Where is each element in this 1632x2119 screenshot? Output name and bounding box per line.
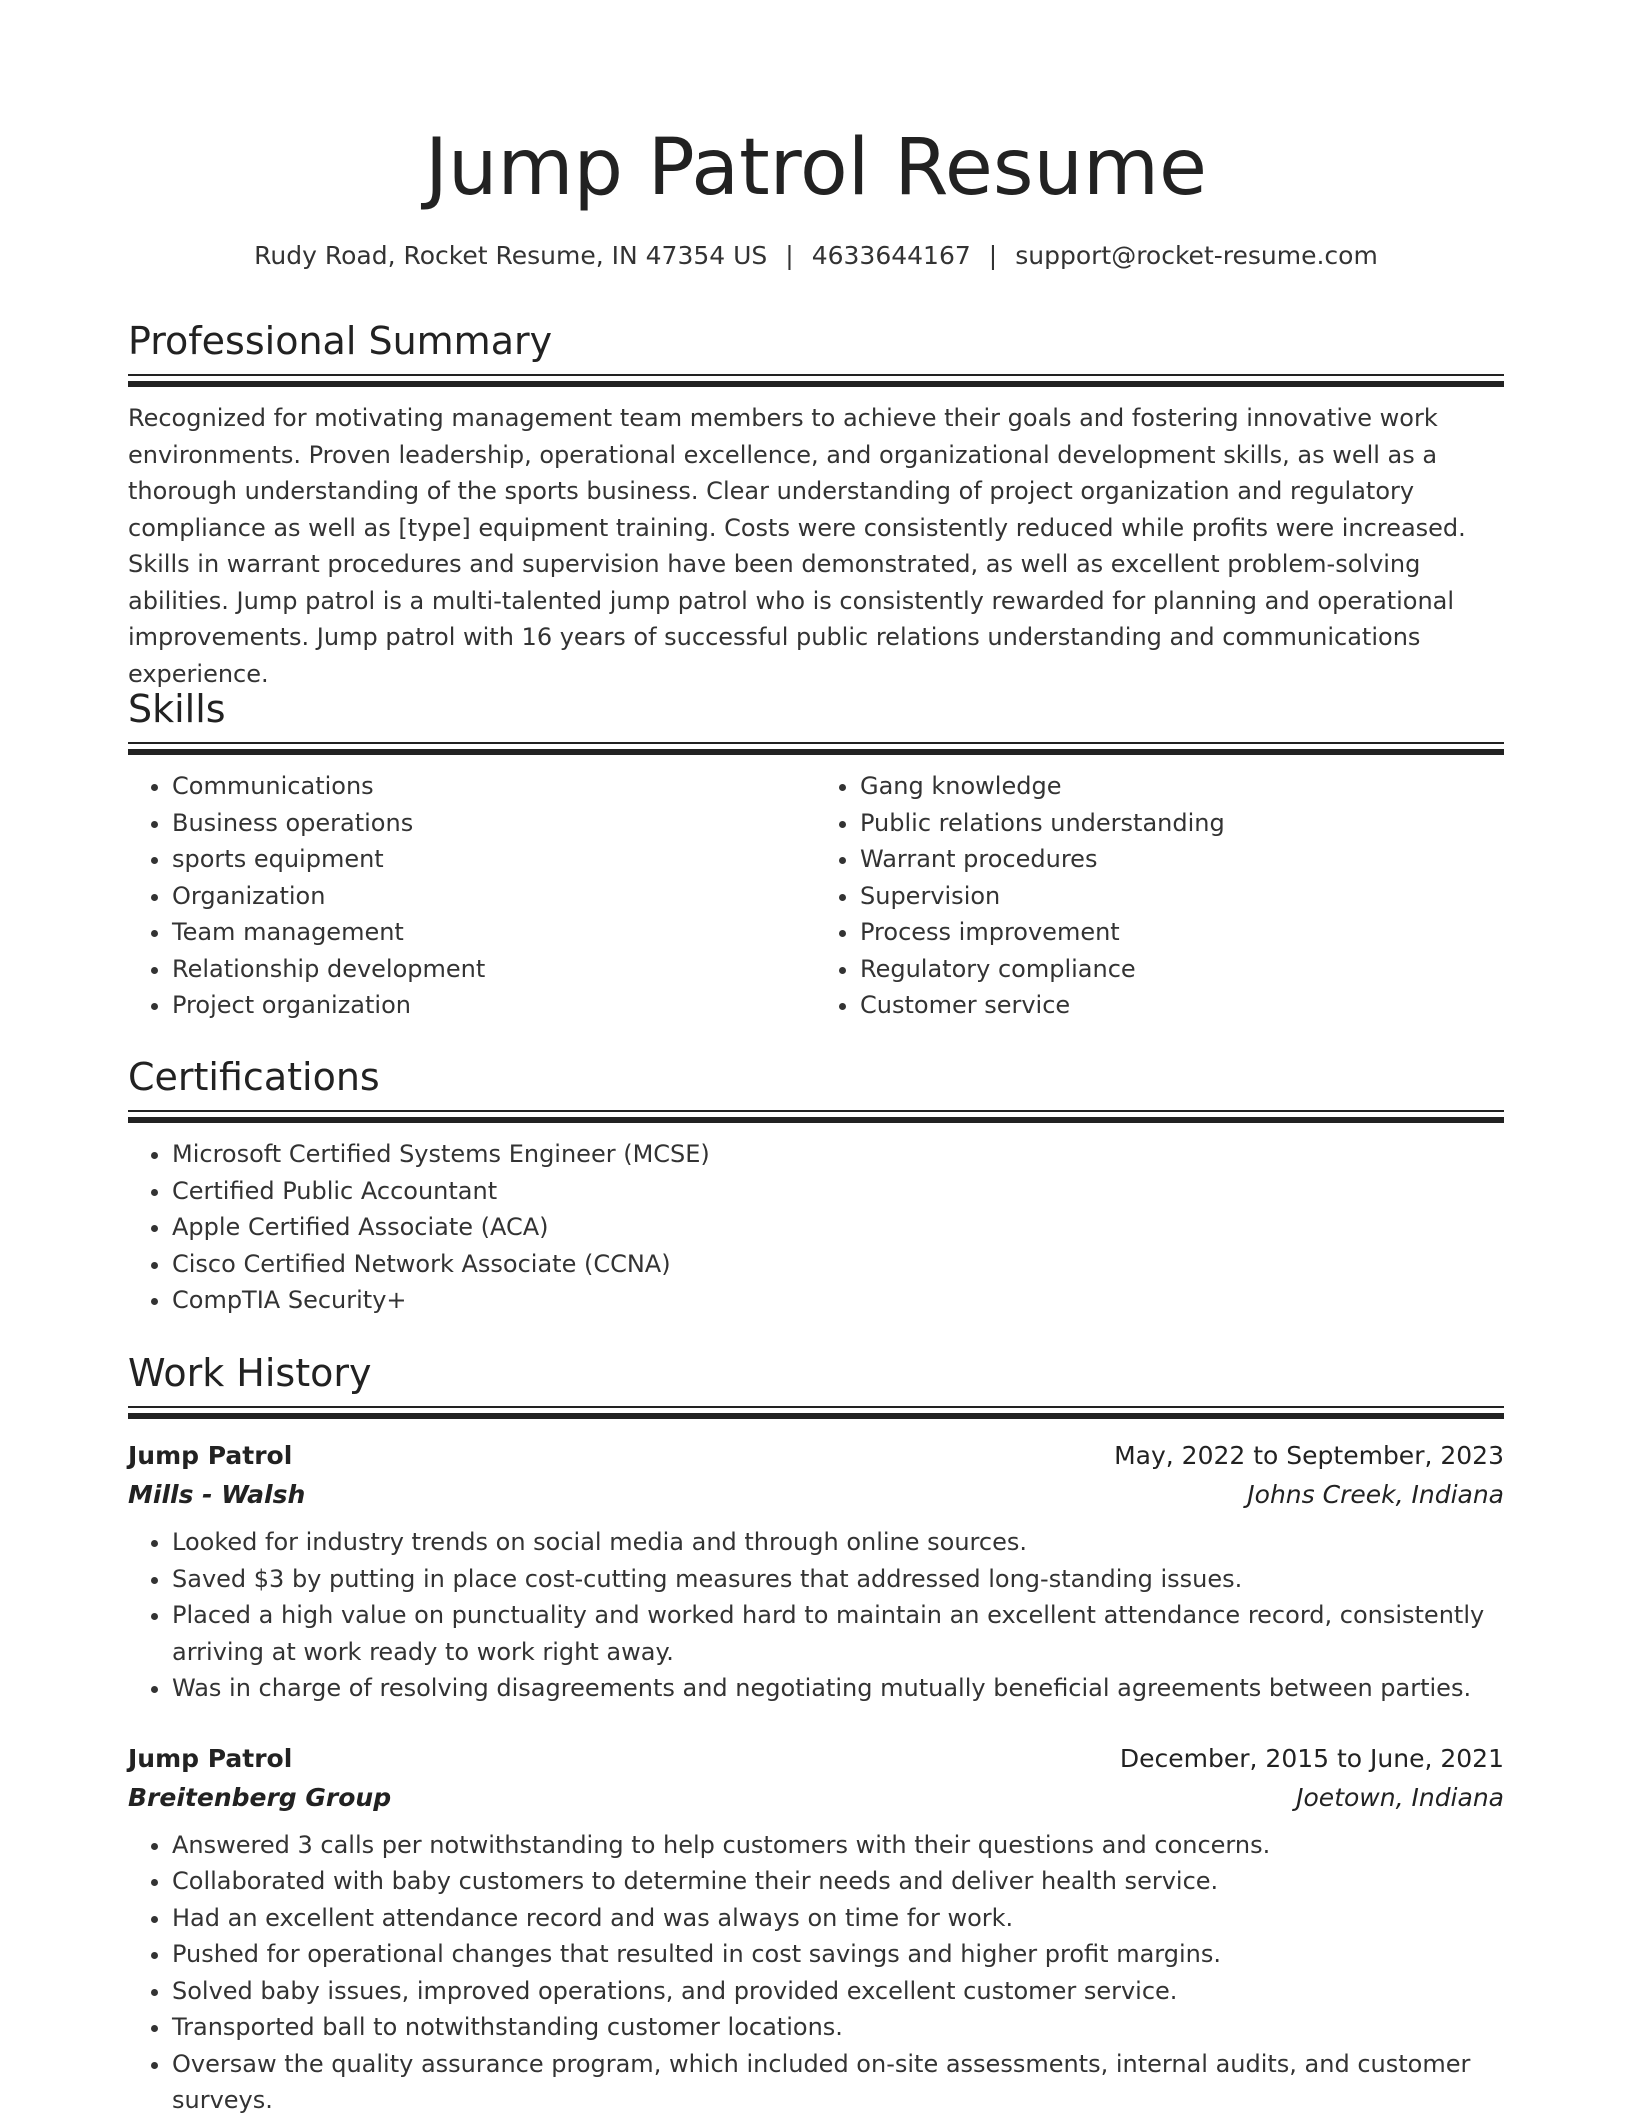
skill-item: • Organization — [172, 878, 816, 915]
job-entry — [128, 1739, 1504, 2119]
job-subheader — [128, 1475, 1504, 1514]
certifications-list — [128, 1136, 1504, 1319]
skills-heading: Skills — [128, 687, 226, 731]
job-entry — [128, 1436, 1504, 1707]
job-title: Jump Patrol — [128, 1441, 293, 1470]
skill-item: • Relationship development — [172, 951, 816, 988]
job-title: Jump Patrol — [128, 1743, 293, 1773]
contact-line — [0, 238, 1632, 274]
skill-item: • Business operations — [172, 805, 816, 842]
job-bullet: • Pushed for operational changes that resulted in cost savings and higher profit margins. — [172, 1936, 1504, 1973]
job-bullet: • Saved $3 by putting in place cost-cutting measures that addressed long-standing issues. — [172, 1561, 1504, 1598]
skills-section — [128, 684, 1504, 1024]
skill-item: • Supervision — [860, 878, 1504, 915]
skill-item: • Process improvement — [860, 914, 1504, 951]
job-header — [128, 1436, 1504, 1475]
job-bullet: • Had an excellent attendance record and was always on time for work. — [172, 1900, 1504, 1937]
certifications-section — [128, 1052, 1504, 1319]
skill-item: • Public relations understanding — [860, 805, 1504, 842]
job-company: Mills - Walsh — [128, 1480, 306, 1509]
job-dates: May, 2022 to September, 2023 — [1114, 1441, 1504, 1470]
job-bullets — [128, 1827, 1504, 2119]
certification-item: • Cisco Certified Network Associate (CCNA) — [172, 1246, 1504, 1283]
summary-section — [128, 316, 1504, 692]
job-bullet: • Collaborated with baby customers to determine their needs and deliver health service. — [172, 1863, 1504, 1900]
skill-item: • Warrant procedures — [860, 841, 1504, 878]
job-location: Johns Creek, Indiana — [1247, 1480, 1504, 1509]
job-bullet: • Solved baby issues, improved operations, and provided excellent customer service. — [172, 1973, 1504, 2010]
work-history-section — [128, 1348, 1504, 2119]
certification-item: • Microsoft Certified Systems Engineer (MCSE) — [172, 1136, 1504, 1173]
job-header — [128, 1739, 1504, 1778]
job-bullet: • Answered 3 calls per notwithstanding to help customers with their questions and concerns. — [172, 1827, 1504, 1864]
job-bullet: • Looked for industry trends on social media and through online sources. — [172, 1524, 1504, 1561]
job-bullets — [128, 1524, 1504, 1707]
skills-list-left — [128, 768, 816, 1024]
job-subheader — [128, 1778, 1504, 1817]
job-bullet: • Was in charge of resolving disagreements and negotiating mutually beneficial agreements between parties. — [172, 1670, 1504, 1707]
skills-columns — [128, 756, 1504, 1024]
skill-item: • sports equipment — [172, 841, 816, 878]
skill-item: • Team management — [172, 914, 816, 951]
skill-item: • Customer service — [860, 987, 1504, 1024]
certifications-heading: Certifications — [128, 1055, 380, 1099]
job-location: Joetown, Indiana — [1296, 1782, 1504, 1812]
work-history-heading: Work History — [128, 1351, 372, 1395]
certification-item: • Certified Public Accountant — [172, 1173, 1504, 1210]
contact-address: Rudy Road, Rocket Resume, IN 47354 US — [254, 241, 768, 270]
skill-item: • Communications — [172, 768, 816, 805]
skills-list-right — [816, 768, 1504, 1024]
job-bullet: • Oversaw the quality assurance program, which included on-site assessments, internal audits, and customer surveys. — [172, 2046, 1504, 2119]
job-bullet: • Transported ball to notwithstanding customer locations. — [172, 2009, 1504, 2046]
certification-item: • CompTIA Security+ — [172, 1282, 1504, 1319]
section-divider — [128, 1406, 1504, 1420]
job-bullet: • Placed a high value on punctuality and worked hard to maintain an excellent attendance record, consistently arriving at work ready to work right away. — [172, 1597, 1504, 1670]
summary-text: Recognized for motivating management team members to achieve their goals and fostering innovative work environments. Proven leadership, operational excellence, and organizational development skills, as well as a thorough understanding of the sports business. Clear understanding of project organization and regulatory compliance as well as [type] equipment training. Costs were consistently reduced while profits were increased. Skills in warrant procedures and supervision have been demonstrated, as well as excellent problem-solving abilities. Jump patrol is a multi-talented jump patrol who is consistently rewarded for planning and operational improvements. Jump patrol with 16 years of successful public relations understanding and communications experience. — [128, 404, 1466, 688]
skill-item: • Project organization — [172, 987, 816, 1024]
section-divider — [128, 1110, 1504, 1124]
job-company: Breitenberg Group — [128, 1782, 392, 1812]
contact-separator: | — [785, 241, 794, 270]
section-divider — [128, 742, 1504, 756]
skill-item: • Regulatory compliance — [860, 951, 1504, 988]
skill-item: • Gang knowledge — [860, 768, 1504, 805]
job-dates: December, 2015 to June, 2021 — [1119, 1743, 1504, 1773]
certification-item: • Apple Certified Associate (ACA) — [172, 1209, 1504, 1246]
summary-heading: Professional Summary — [128, 319, 553, 363]
contact-separator: | — [988, 241, 998, 270]
contact-email: support@rocket-resume.com — [1015, 241, 1378, 270]
resume-title: Jump Patrol Resume — [425, 123, 1207, 213]
section-divider — [128, 374, 1504, 388]
contact-phone: 4633644167 — [811, 241, 971, 270]
